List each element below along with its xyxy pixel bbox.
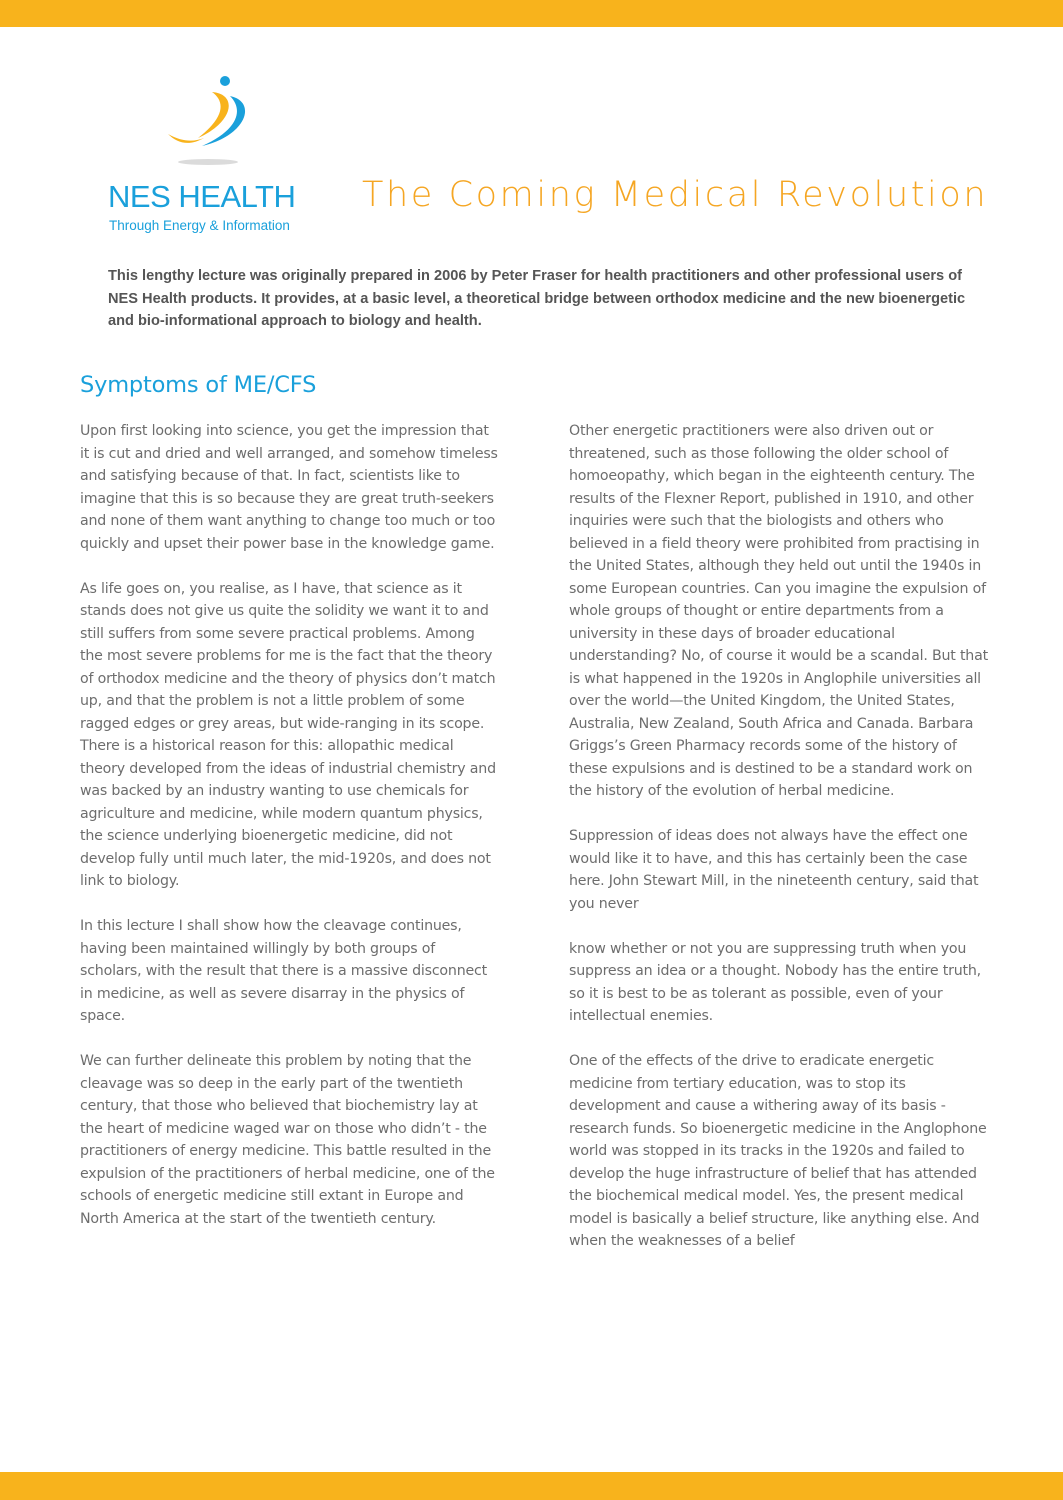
document-title: The Coming Medical Revolution <box>362 175 989 215</box>
brand-tagline: Through Energy & Information <box>109 218 290 233</box>
body-paragraph: Upon first looking into science, you get the impression that it is cut and dried and well arranged, and somehow timeless and satisfying because of that. In fact, scientists like to imagine that this is so because they are great truth-seekers and none of them want anything to change too much or too quickly and upset their power base in the knowledge game. <box>80 423 498 552</box>
runner-swoosh-icon <box>168 72 258 170</box>
body-paragraph: Other energetic practitioners were also driven out or threatened, such as those following the older school of homoeopathy, which began in the eighteenth century. The results of the Flexner Report, published in 1910, and other inquiries were such that the biologists and others who believed in a field theory were prohibited from practising in the United States, although they held out until the 1940s in some European countries. Can you imagine the expulsion of whole groups of thought or entire departments from a university in these days of broader educational understanding? No, of course it would be a scandal. But that is what happened in the 1920s in Anglophile universities all over the world—the United Kingdom, the United States, Australia, New Zealand, South Africa and Canada. Barbara Griggs’s Green Pharmacy records some of the history of these expulsions and is destined to be a standard work on the history of the evolution of herbal medicine. <box>569 423 988 799</box>
left-column <box>80 420 500 1230</box>
body-paragraph: In this lecture I shall show how the cleavage continues, having been maintained willingly by both groups of scholars, with the result that there is a massive disconnect in medicine, as well as severe disarray in the physics of space. <box>80 918 487 1024</box>
section-heading: Symptoms of ME/CFS <box>80 372 317 398</box>
body-paragraph: As life goes on, you realise, as I have, that science as it stands does not give us quite the solidity we want it to and still suffers from some severe practical problems. Among the most severe problems for me is the fact that the theory of orthodox medicine and the theory of physics don’t match up, and that the problem is not a little problem of some ragged edges or grey areas, but wide-ranging in its scope. There is a historical reason for this: allopathic medical theory developed from the ideas of industrial chemistry and was backed by an industry wanting to use chemicals for agriculture and medicine, while modern quantum physics, the science underlying bioenergetic medicine, did not develop fully until much later, the mid-1920s, and does not link to biology. <box>80 580 496 889</box>
brand-name-bold: NES <box>108 179 171 214</box>
top-accent-bar <box>0 0 1063 27</box>
body-paragraph: Suppression of ideas does not always have the effect one would like it to have, and this has certainly been the case here. John Stewart Mill, in the nineteenth century, said that you never <box>569 828 979 912</box>
body-paragraph: One of the effects of the drive to eradicate energetic medicine from tertiary education, was to stop its development and cause a withering away of its basis - research funds. So bioenergetic medicine in the Anglophone world was stopped in its tracks in the 1920s and failed to develop the huge infrastructure of belief that has attended the biochemical medical model. Yes, the present medical model is basically a belief structure, like anything else. And when the weaknesses of a belief <box>569 1053 987 1249</box>
body-paragraph: We can further delineate this problem by noting that the cleavage was so deep in the early part of the twentieth century, that those who believed that biochemistry lay at the heart of medicine waged war on those who didn’t - the practitioners of energy medicine. This battle resulted in the expulsion of the practitioners of herbal medicine, one of the schools of energetic medicine still extant in Europe and North America at the start of the twentieth century. <box>80 1053 495 1227</box>
right-column <box>569 420 989 1253</box>
intro-paragraph: This lengthy lecture was originally prepared in 2006 by Peter Fraser for health practitioners and other professional users of NES Health products. It provides, at a basic level, a theoretical bridge between orthodox medicine and the new bioenergetic and bio-informational approach to biology and health. <box>108 268 966 329</box>
brand-name <box>108 181 295 212</box>
body-paragraph: know whether or not you are suppressing truth when you suppress an idea or a thought. Nobody has the entire truth, so it is best to be as tolerant as possible, even of your intellectual enemies. <box>569 940 981 1024</box>
brand-name-light: HEALTH <box>178 179 296 214</box>
bottom-accent-bar <box>0 1472 1063 1500</box>
